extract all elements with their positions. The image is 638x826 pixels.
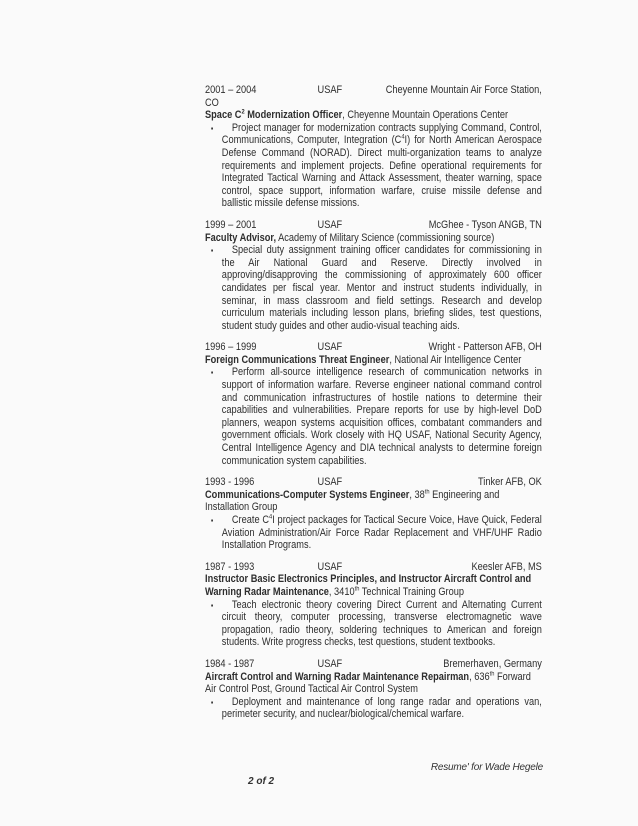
job-title: Faculty Advisor, Academy of Military Science (commissioning source): [205, 231, 495, 244]
bullet-icon: ▪: [210, 600, 214, 610]
bullet-icon: ▪: [210, 123, 214, 133]
bullet-item: [205, 696, 542, 721]
job-dates: 2001 – 2004: [205, 84, 257, 96]
bullet-icon: ▪: [210, 368, 214, 378]
bullet-icon: ▪: [210, 697, 214, 707]
job-bullets: [205, 366, 542, 467]
page-number: 2 of 2: [248, 776, 275, 787]
job-entry: [205, 658, 542, 721]
job-branch: USAF: [317, 657, 343, 670]
job-title: Foreign Communications Threat Engineer, National Air Intelligence Center: [205, 353, 522, 366]
job-bullets: [205, 244, 542, 332]
job-dates: 1993 - 1996: [205, 476, 255, 489]
job-dates: 1987 - 1993: [205, 560, 255, 573]
job-title: Instructor Basic Electronics Principles, and Instructor Aircraft Control and Warning Radar Maintenance, 3410th Technical Training Group: [205, 573, 532, 598]
bullet-item: [205, 122, 542, 210]
bullet-text: Perform all-source intelligence research of communication networks in support of information warfare. Reverse engineer national command control and communication infrastructures of hostile nations to determine their capabilities and vulnerabilities. Prepare reports for use by high-level DoD planners, weapon systems acquisition offices, combatant commanders and government officials. Work closely with HQ USAF, National Security Agency, Central Intelligence Agency and DIA technical analysts to determine foreign communication system capabilities.: [221, 366, 542, 467]
job-location: Wright - Patterson AFB, OH: [428, 341, 542, 354]
job-dates: 1996 – 1999: [205, 341, 257, 354]
bullet-text: Deployment and maintenance of long range radar and operations van, perimeter security, and nuclear/biological/chemical warfare.: [221, 695, 542, 721]
job-bullets: [205, 599, 542, 649]
job-list: [205, 84, 542, 721]
job-entry: [205, 561, 542, 649]
job-location: Cheyenne Mountain Air Force Station,: [385, 84, 542, 96]
resume-body: [205, 84, 542, 730]
job-location: Bremerhaven, Germany: [443, 657, 542, 670]
job-title: Aircraft Control and Warning Radar Maintenance Repairman, 636th Forward Air Control Post, Ground Tactical Air Control System: [205, 669, 531, 696]
bullet-text: Create $C^4I$ project packages for Tactical Secure Voice, Have Quick, Federal Aviation Administration/Air Force Radar Replacement and VHF/UHF Radio Installation Programs.: [221, 513, 542, 552]
job-entry: [205, 476, 542, 552]
footer-byline: Resume' for Wade Hegele: [430, 762, 543, 773]
job-branch: USAF: [317, 218, 343, 231]
job-header: [205, 219, 542, 232]
job-header: [205, 658, 542, 671]
job-bullets: [205, 696, 542, 721]
job-branch: USAF: [317, 476, 343, 489]
job-location: Tinker AFB, OK: [477, 476, 542, 489]
bullet-text: Teach electronic theory covering Direct Current and Alternating Current circuit theory, computer processing, transverse electromagnetic wave propagation, radio theory, soldering techniques to American and foreign students. Write progress checks, test questions, student textbooks.: [221, 598, 542, 649]
bullet-icon: ▪: [210, 516, 214, 525]
job-branch: USAF: [317, 560, 343, 573]
job-header: [205, 561, 542, 574]
job-header: [205, 476, 542, 489]
job-title: Communications-Computer Systems Engineer, 38th Engineering and Installation Group: [205, 488, 500, 514]
job-entry: [205, 219, 542, 332]
bullet-item: [205, 244, 542, 332]
bullet-item: [205, 599, 542, 649]
job-location: McGhee - Tyson ANGB, TN: [428, 218, 542, 231]
job-title: Space $C^2$ Modernization Officer, Cheyenne Mountain Operations Center: [205, 108, 509, 122]
job-location: Keesler AFB, MS: [471, 560, 542, 573]
bullet-item: [205, 514, 542, 552]
job-branch: USAF: [317, 341, 343, 354]
bullet-text: Special duty assignment training officer candidates for commissioning in the Air National Guard and Reserve. Directly involved in approving/disapproving the commissioning of approximately 600 officer candidates per fiscal year. Mentor and instruct students individually, in seminar, in mass classroom and field settings. Research and develop curriculum materials including lesson plans, briefing slides, test questions, student study guides and other audio-visual teaching aids.: [221, 244, 542, 332]
job-dates: 1999 – 2001: [205, 218, 257, 231]
job-dates: 1984 - 1987: [205, 657, 255, 670]
bullet-item: [205, 366, 542, 467]
job-location-overflow: CO: [205, 96, 219, 109]
bullet-text: Project manager for modernization contracts supplying Command, Control, Communications, Computer, Integration $(C^4I)$ for North American Aerospace Defense Command (NORAD). Direct multi-organization teams to analyze requirements and implement projects. Define operational requirements for Integrated Tactical Warning and Attack Assessment, theater warning, space control, space support, information warfare, cruise missile defense and ballistic missile defense missions.: [221, 121, 542, 210]
job-bullets: [205, 514, 542, 552]
job-entry: [205, 341, 542, 467]
job-bullets: [205, 122, 542, 210]
job-entry: [205, 84, 542, 210]
job-header: [205, 84, 542, 97]
job-header: [205, 341, 542, 354]
job-branch: USAF: [317, 84, 343, 96]
bullet-icon: ▪: [210, 246, 214, 256]
